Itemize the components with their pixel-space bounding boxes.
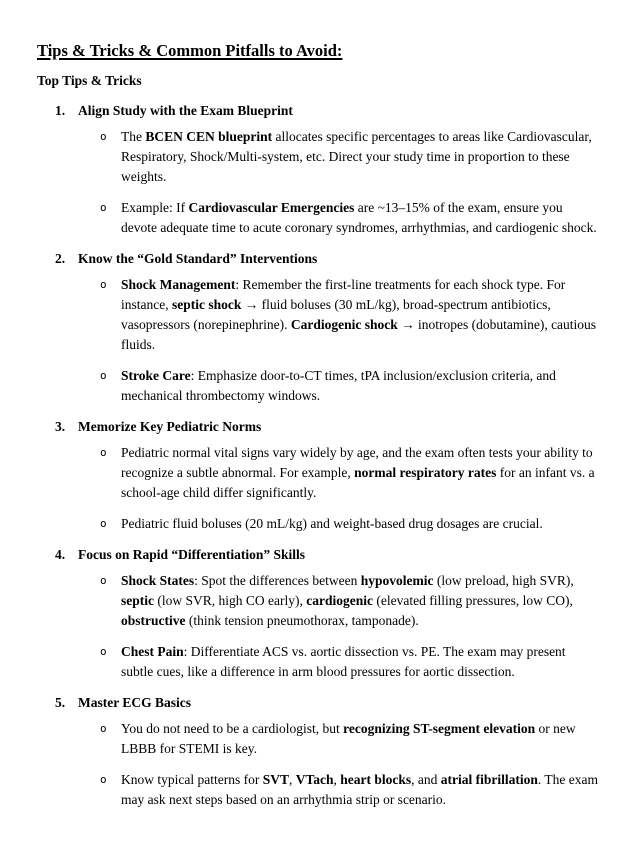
bullet-item bbox=[37, 770, 601, 810]
bullet-item bbox=[37, 198, 601, 238]
bullet-item bbox=[37, 366, 601, 406]
list-item bbox=[37, 545, 601, 682]
list-item bbox=[37, 249, 601, 406]
item-heading bbox=[37, 693, 601, 713]
bullet-text: The BCEN CEN blueprint allocates specific percentages to areas like Cardiovascular, Respiratory, Shock/Multi-system, etc. Direct your study time in proportion to these weights. bbox=[121, 129, 592, 184]
bullet-text: You do not need to be a cardiologist, but recognizing ST-segment elevation or new LBBB for STEMI is key. bbox=[121, 721, 576, 756]
bullet-item bbox=[37, 642, 601, 682]
section-heading: Top Tips & Tricks bbox=[37, 73, 142, 88]
bullet-text: Pediatric normal vital signs vary widely by age, and the exam often tests your ability to recognize a subtle abnormal. For example, normal respiratory rates for an infant vs. a school-age child differ significantly. bbox=[121, 445, 595, 500]
bullet-text: Shock States: Spot the differences between hypovolemic (low preload, high SVR), septic (low SVR, high CO early), cardiogenic (elevated filling pressures, low CO), obstructive (think tension pneumothorax, tamponade). bbox=[121, 573, 574, 628]
list-item bbox=[37, 417, 601, 534]
bullet-marker-icon: o bbox=[100, 201, 107, 214]
page-title: Tips & Tricks & Common Pitfalls to Avoid: bbox=[37, 41, 343, 60]
bullet-marker-icon: o bbox=[100, 517, 107, 530]
bullet-marker-icon: o bbox=[100, 369, 107, 382]
item-heading-text: Focus on Rapid “Differentiation” Skills bbox=[78, 547, 306, 562]
item-number: 3. bbox=[55, 419, 66, 434]
bullet-item bbox=[37, 514, 601, 534]
item-heading bbox=[37, 249, 601, 269]
bullet-text: Know typical patterns for SVT, VTach, heart blocks, and atrial fibrillation. The exam may ask next steps based on an arrhythmia strip or scenario. bbox=[121, 772, 598, 807]
item-number: 2. bbox=[55, 251, 66, 266]
list-item bbox=[37, 101, 601, 238]
item-heading bbox=[37, 417, 601, 437]
item-heading-text: Memorize Key Pediatric Norms bbox=[78, 419, 262, 434]
bullet-item bbox=[37, 443, 601, 503]
bullet-text: Pediatric fluid boluses (20 mL/kg) and weight-based drug dosages are crucial. bbox=[121, 516, 543, 531]
item-heading bbox=[37, 101, 601, 121]
item-heading bbox=[37, 545, 601, 565]
bullet-text: Shock Management: Remember the first-line treatments for each shock type. For instance, septic shock → fluid boluses (30 mL/kg), broad-spectrum antibiotics, vasopressors (norepinephrine). Cardiogenic shock → inotropes (dobutamine), cautious fluids. bbox=[121, 277, 597, 352]
item-heading-text: Master ECG Basics bbox=[78, 695, 191, 710]
bullet-marker-icon: o bbox=[100, 574, 107, 587]
bullet-marker-icon: o bbox=[100, 278, 107, 291]
bullet-marker-icon: o bbox=[100, 773, 107, 786]
bullet-marker-icon: o bbox=[100, 722, 107, 735]
item-heading-text: Know the “Gold Standard” Interventions bbox=[78, 251, 318, 266]
bullet-text: Example: If Cardiovascular Emergencies are ~13–15% of the exam, ensure you devote adequate time to acute coronary syndromes, arrhythmias, and cardiogenic shock. bbox=[121, 200, 597, 235]
bullet-item bbox=[37, 127, 601, 187]
bullet-item bbox=[37, 275, 601, 355]
list-item bbox=[37, 693, 601, 810]
bullet-item bbox=[37, 571, 601, 631]
item-number: 4. bbox=[55, 547, 66, 562]
item-number: 1. bbox=[55, 103, 66, 118]
tips-list bbox=[37, 101, 601, 810]
bullet-marker-icon: o bbox=[100, 130, 107, 143]
bullet-marker-icon: o bbox=[100, 645, 107, 658]
bullet-text: Chest Pain: Differentiate ACS vs. aortic dissection vs. PE. The exam may present subtle cues, like a difference in arm blood pressures for aortic dissection. bbox=[121, 644, 566, 679]
item-number: 5. bbox=[55, 695, 66, 710]
bullet-text: Stroke Care: Emphasize door-to-CT times, tPA inclusion/exclusion criteria, and mechanical thrombectomy windows. bbox=[121, 368, 556, 403]
bullet-item bbox=[37, 719, 601, 759]
item-heading-text: Align Study with the Exam Blueprint bbox=[78, 103, 293, 118]
bullet-marker-icon: o bbox=[100, 446, 107, 459]
